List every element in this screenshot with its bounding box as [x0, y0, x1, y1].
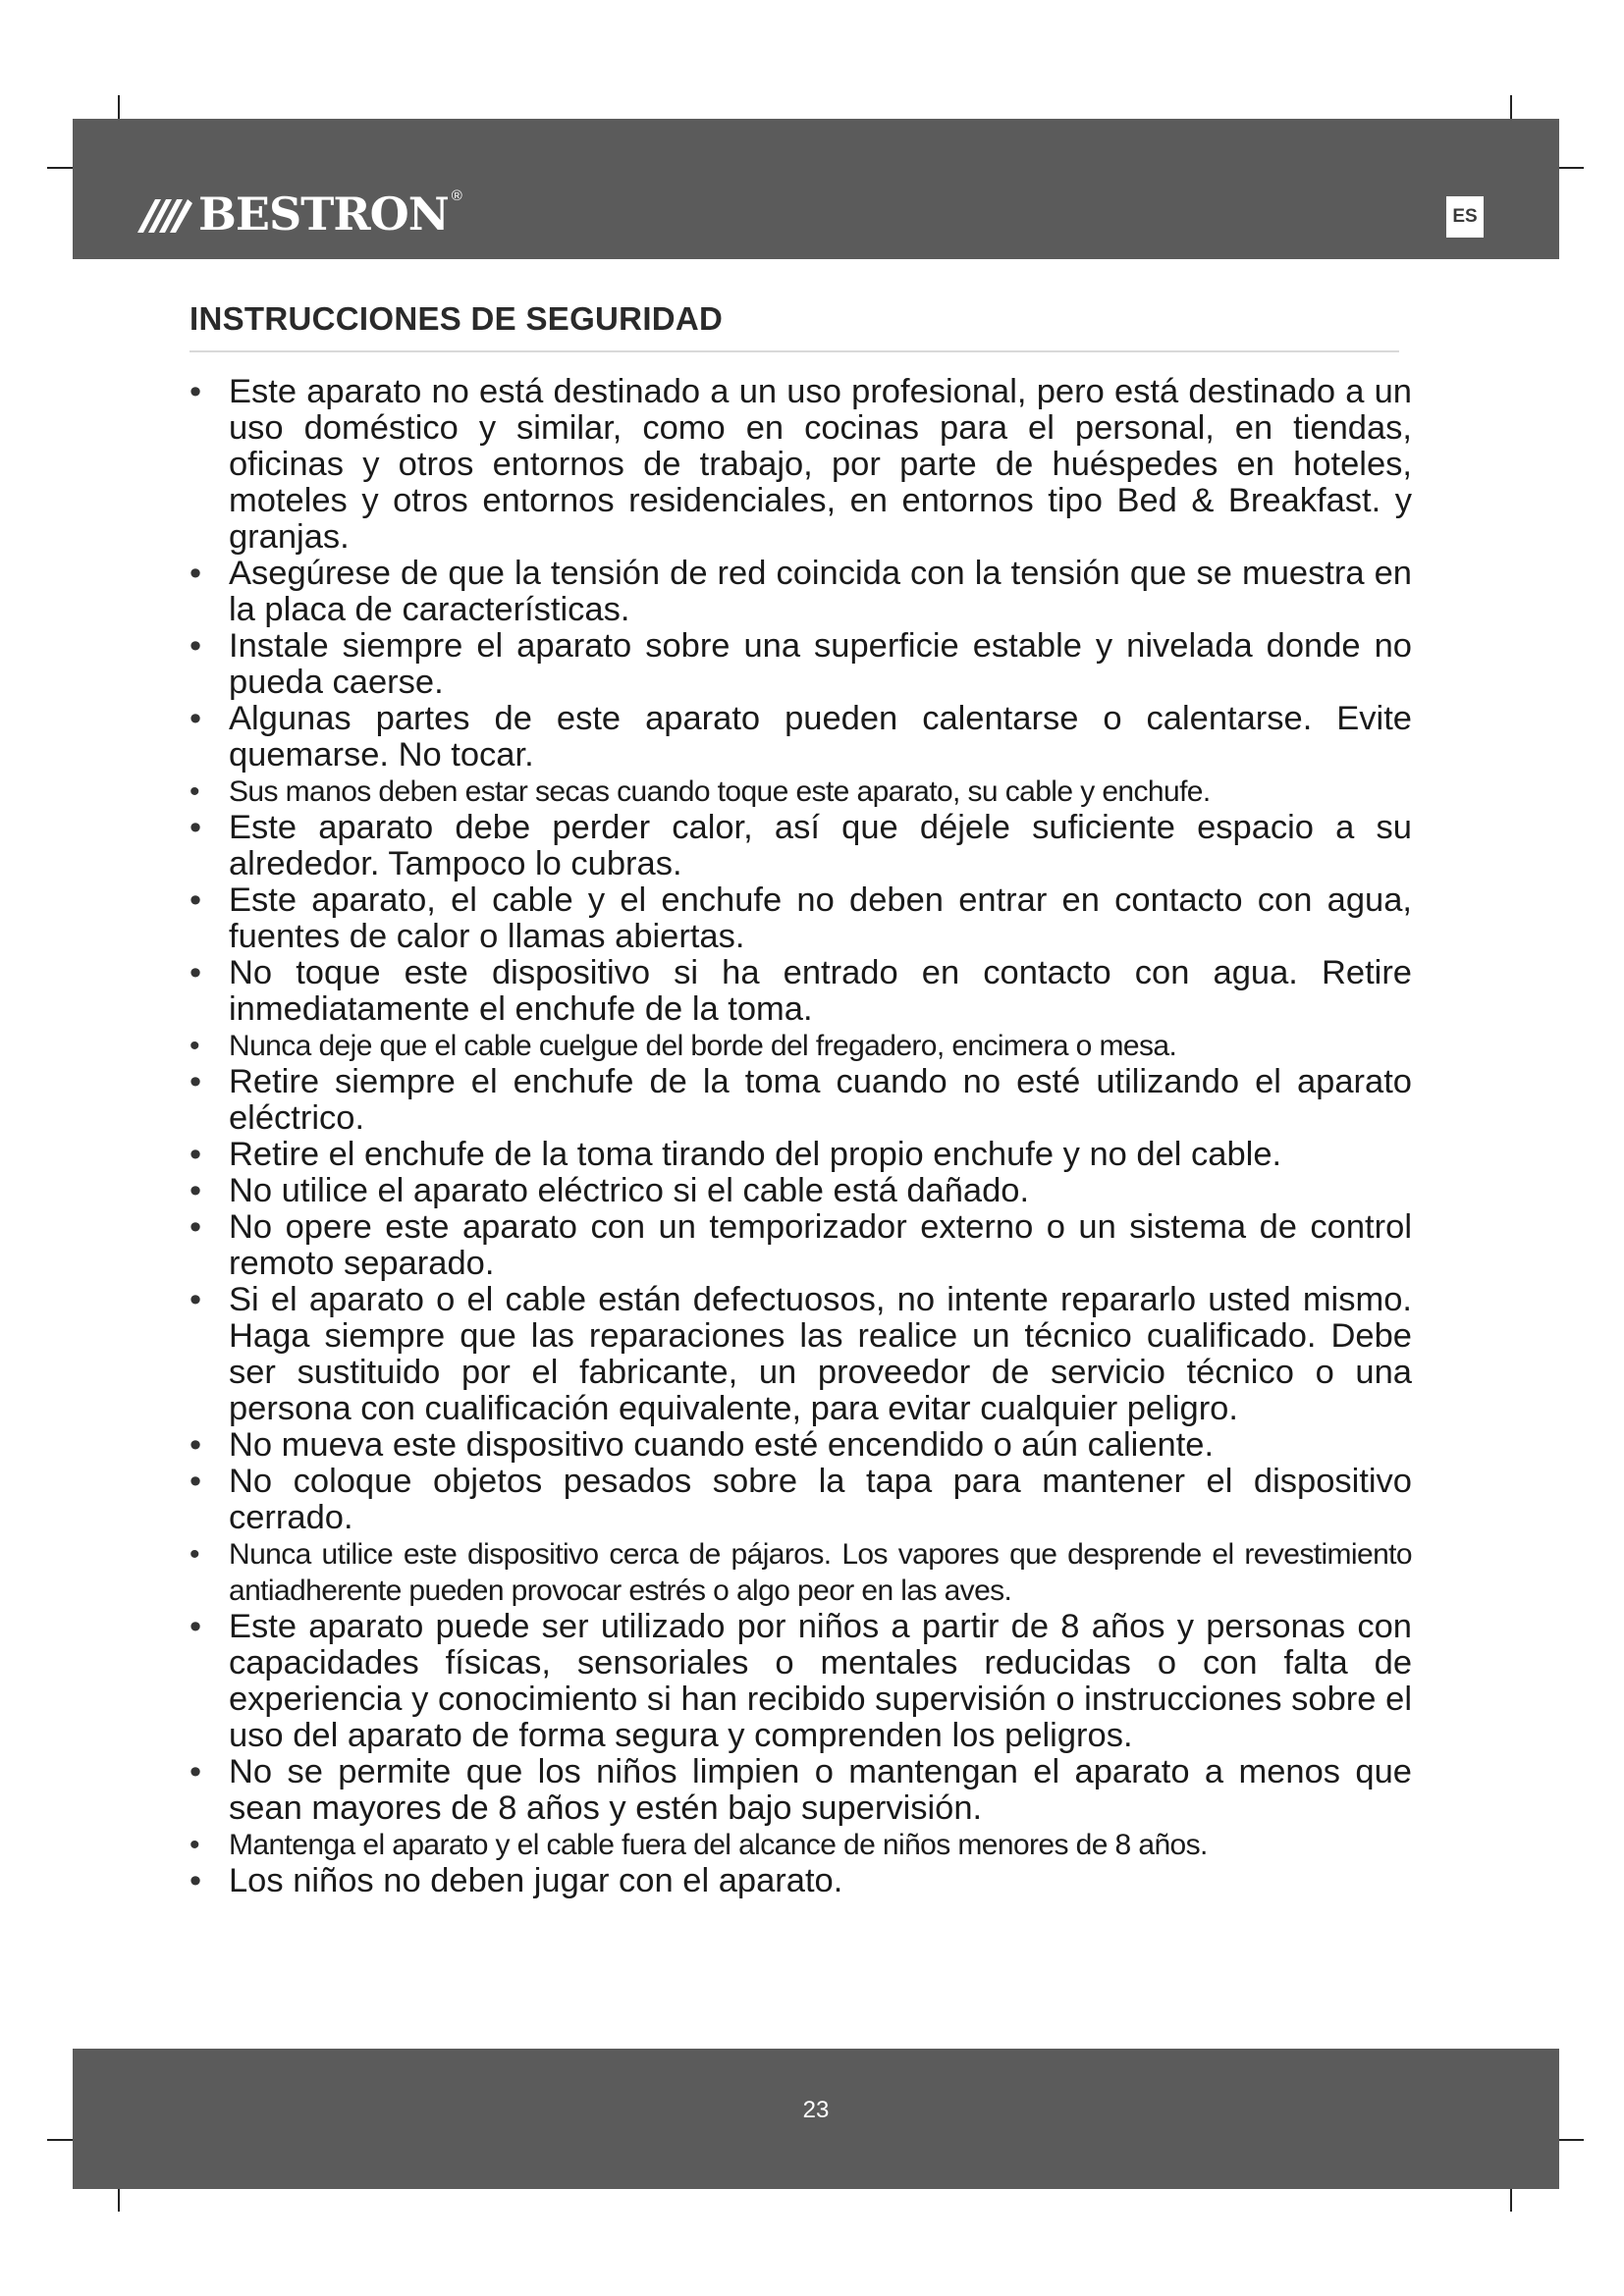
page-title: INSTRUCCIONES DE SEGURIDAD [189, 300, 724, 337]
list-item: • No coloque objetos pesados sobre la tapa para mantener el dispositivo cerrado. [189, 1464, 1466, 1536]
list-item: • Nunca utilice este dispositivo cerca de pájaros. Los vapores que desprende el revestimiento antiadherente pueden provocar estrés o algo peor en las aves. [189, 1536, 1466, 1609]
list-item: • Retire siempre el enchufe de la toma cuando no esté utilizando el aparato eléctrico. [189, 1064, 1466, 1137]
list-item: • Los niños no deben jugar con el aparato. [189, 1863, 1466, 1899]
header-bar [73, 119, 1559, 259]
list-item: • Si el aparato o el cable están defectuosos, no intente repararlo usted mismo. Haga siempre que las reparaciones las realice un técnico cualificado. Debe ser sustituido por el fabricante, un proveedor de servicio técnico o una persona con cualificación equivalente, para evitar cualquier peligro. [189, 1282, 1466, 1427]
brand-chevrons-icon [137, 193, 192, 237]
page-number: 23 [802, 2097, 830, 2123]
list-item: • No utilice el aparato eléctrico si el cable está dañado. [189, 1173, 1466, 1209]
safety-instructions-list [189, 374, 1466, 1899]
list-item: • Sus manos deben estar secas cuando toque este aparato, su cable y enchufe. [189, 774, 1466, 810]
brand-name: BESTRON [198, 187, 449, 240]
list-item: • Retire el enchufe de la toma tirando del propio enchufe y no del cable. [189, 1137, 1466, 1173]
list-item: • Nunca deje que el cable cuelgue del borde del fregadero, encimera o mesa. [189, 1028, 1466, 1064]
list-item: • Instale siempre el aparato sobre una superficie estable y nivelada donde no pueda caerse. [189, 628, 1466, 701]
footer-bar [73, 2049, 1559, 2189]
list-item: • Asegúrese de que la tensión de red coincida con la tensión que se muestra en la placa de características. [189, 556, 1466, 628]
list-item: • No se permite que los niños limpien o mantengan el aparato a menos que sean mayores de 8 años y estén bajo supervisión. [189, 1754, 1466, 1827]
list-item: • No mueva este dispositivo cuando esté encendido o aún caliente. [189, 1427, 1466, 1464]
language-badge: ES [1446, 196, 1484, 238]
list-item: • Este aparato, el cable y el enchufe no deben entrar en contacto con agua, fuentes de calor o llamas abiertas. [189, 882, 1466, 955]
list-item: • No toque este dispositivo si ha entrado en contacto con agua. Retire inmediatamente el enchufe de la toma. [189, 955, 1466, 1028]
list-item: • No opere este aparato con un temporizador externo o un sistema de control remoto separado. [189, 1209, 1466, 1282]
list-item: • Este aparato no está destinado a un uso profesional, pero está destinado a un uso doméstico y similar, como en cocinas para el personal, en tiendas, oficinas y otros entornos de trabajo, por parte de huéspedes en hoteles, moteles y otros entornos residenciales, en entornos tipo Bed & Breakfast. y granjas. [189, 374, 1466, 556]
brand-logo [137, 187, 462, 240]
list-item: • Algunas partes de este aparato pueden calentarse o calentarse. Evite quemarse. No tocar. [189, 701, 1466, 774]
title-divider [189, 350, 1399, 352]
list-item: • Mantenga el aparato y el cable fuera del alcance de niños menores de 8 años. [189, 1827, 1466, 1863]
list-item: • Este aparato debe perder calor, así que déjele suficiente espacio a su alrededor. Tampoco lo cubras. [189, 810, 1466, 882]
registered-mark: ® [451, 187, 462, 204]
list-item: • Este aparato puede ser utilizado por niños a partir de 8 años y personas con capacidades físicas, sensoriales o mentales reducidas o con falta de experiencia y conocimiento si han recibido supervisión o instrucciones sobre el uso del aparato de forma segura y comprenden los peligros. [189, 1609, 1466, 1754]
